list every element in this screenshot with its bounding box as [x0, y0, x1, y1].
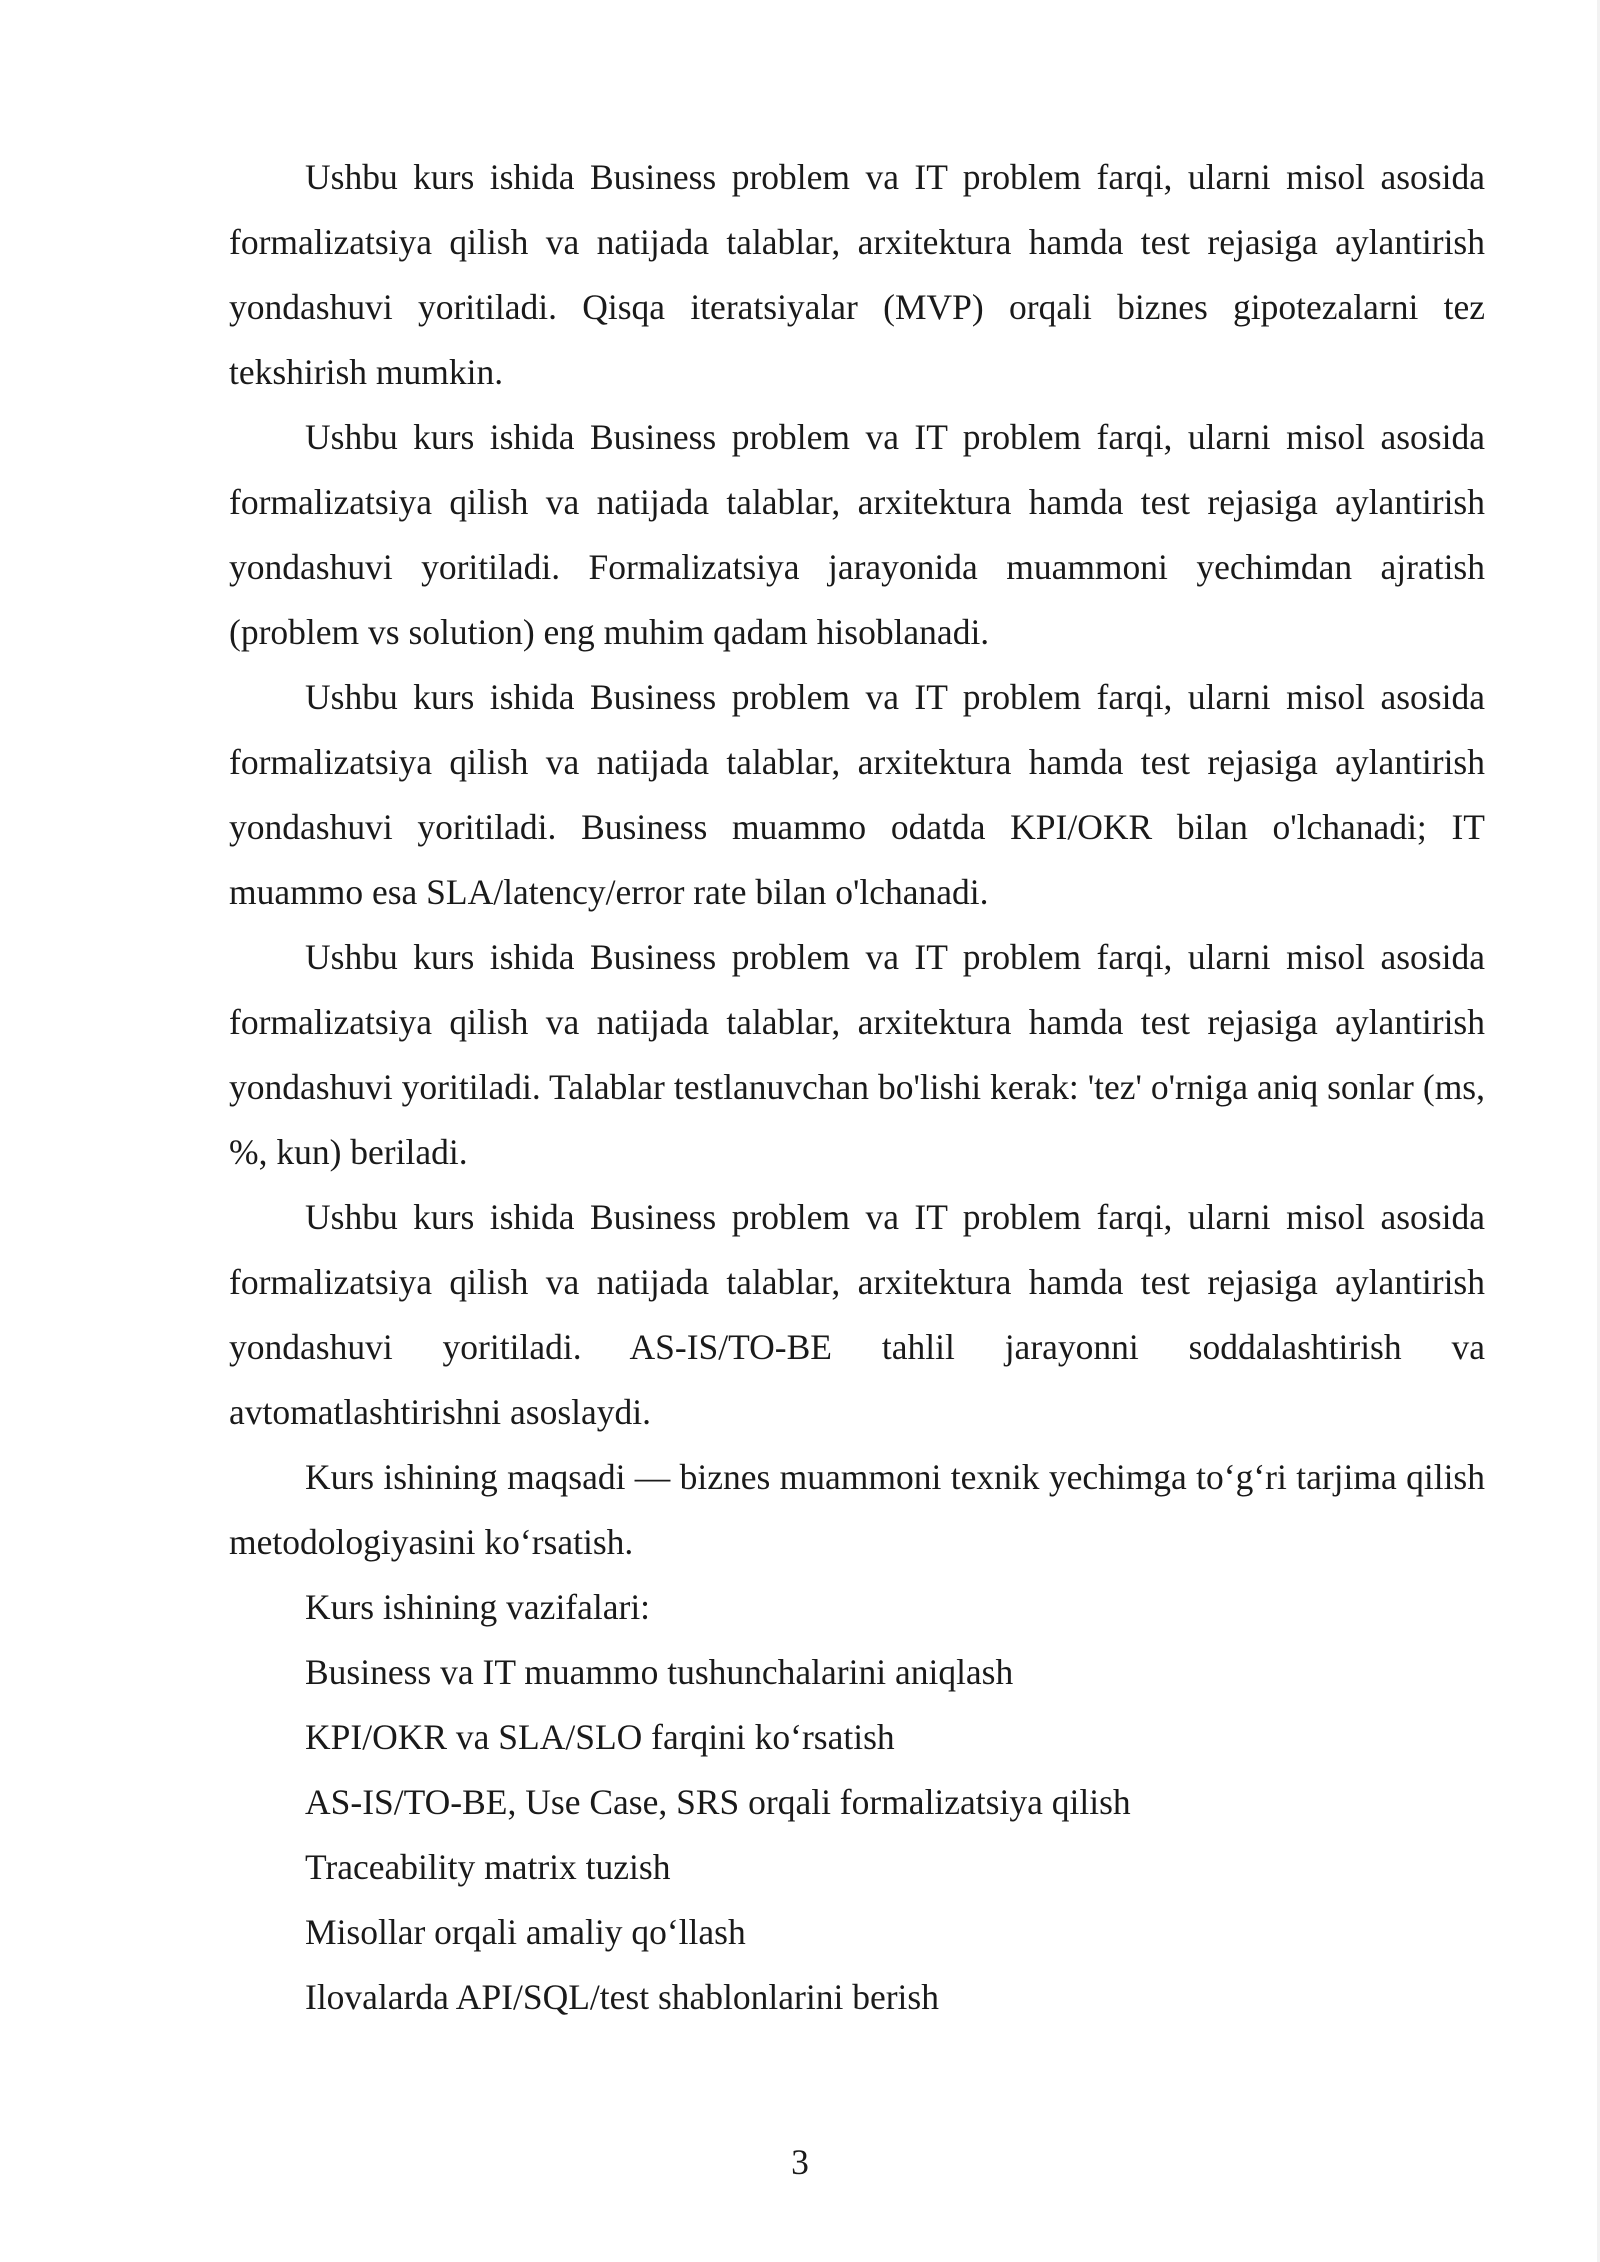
goal-paragraph: Kurs ishining maqsadi — biznes muammoni texnik yechimga to‘g‘ri tarjima qilish metodologiyasini ko‘rsatish. — [229, 1457, 1485, 1562]
tasks-list — [229, 1640, 1485, 2030]
paragraph-5: Ushbu kurs ishida Business problem va IT problem farqi, ularni misol asosida formalizatsiya qilish va natijada talablar, arxitektura hamda test rejasiga aylantirish yondashuvi yoritiladi. AS-IS/TO-BE tahlil jarayonni soddalashtirish va avtomatlashtirishni asoslaydi. — [229, 1197, 1485, 1432]
body-text — [229, 145, 1485, 2030]
paragraph-1: Ushbu kurs ishida Business problem va IT problem farqi, ularni misol asosida formalizatsiya qilish va natijada talablar, arxitektura hamda test rejasiga aylantirish yondashuvi yoritiladi. Qisqa iteratsiyalar (MVP) orqali biznes gipotezalarni tez tekshirish mumkin. — [229, 157, 1485, 392]
paragraph-2: Ushbu kurs ishida Business problem va IT problem farqi, ularni misol asosida formalizatsiya qilish va natijada talablar, arxitektura hamda test rejasiga aylantirish yondashuvi yoritiladi. Formalizatsiya jarayonida muammoni yechimdan ajratish (problem vs solution) eng muhim qadam hisoblanadi. — [229, 417, 1485, 652]
paragraph-3: Ushbu kurs ishida Business problem va IT problem farqi, ularni misol asosida formalizatsiya qilish va natijada talablar, arxitektura hamda test rejasiga aylantirish yondashuvi yoritiladi. Business muammo odatda KPI/OKR bilan o'lchanadi; IT muammo esa SLA/latency/error rate bilan o'lchanadi. — [229, 677, 1485, 912]
page-number: 3 — [791, 2142, 809, 2182]
task-item: KPI/OKR va SLA/SLO farqini ko‘rsatish — [305, 1717, 895, 1757]
tasks-heading: Kurs ishining vazifalari: — [305, 1587, 651, 1627]
task-item: AS-IS/TO-BE, Use Case, SRS orqali formalizatsiya qilish — [305, 1782, 1131, 1822]
paragraph-4: Ushbu kurs ishida Business problem va IT problem farqi, ularni misol asosida formalizatsiya qilish va natijada talablar, arxitektura hamda test rejasiga aylantirish yondashuvi yoritiladi. Talablar testlanuvchan bo'lishi kerak: 'tez' o'rniga aniq sonlar (ms, %, kun) beriladi. — [229, 937, 1485, 1172]
task-item: Misollar orqali amaliy qo‘llash — [305, 1912, 746, 1952]
task-item: Traceability matrix tuzish — [305, 1847, 671, 1887]
task-item: Ilovalarda API/SQL/test shablonlarini berish — [305, 1977, 939, 2017]
task-item: Business va IT muammo tushunchalarini aniqlash — [305, 1652, 1014, 1692]
